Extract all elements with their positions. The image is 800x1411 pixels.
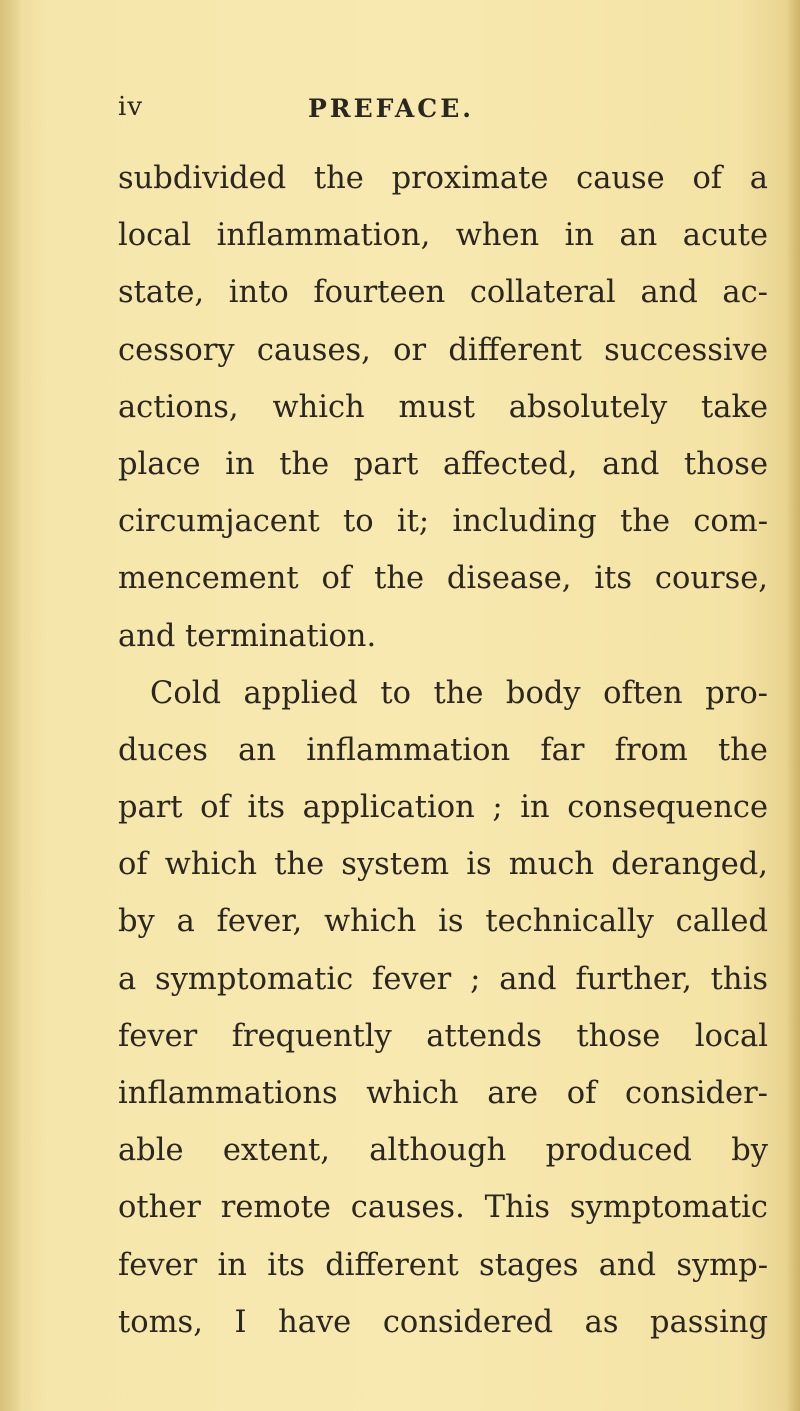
page-number: iv [118, 92, 144, 122]
text-line: state, into fourteen collateral and ac- [118, 275, 768, 311]
text-line: fever in its different stages and symp- [118, 1247, 768, 1283]
text-line: toms, I have considered as passing [118, 1304, 768, 1340]
text-line: cessory causes, or different successive [118, 332, 768, 368]
page-edge-shadow [786, 0, 800, 1411]
text-line: actions, which must absolutely take [118, 389, 768, 425]
text-line: subdivided the proximate cause of a [118, 161, 768, 196]
page-title: PREFACE. [308, 94, 474, 123]
text-line: place in the part affected, and those [118, 446, 768, 482]
text-line: part of its application ; in consequence [118, 790, 768, 826]
text-line: duces an inflammation far from the [118, 732, 768, 768]
text-line: by a fever, which is technically called [118, 904, 768, 940]
text-line: and termination. [118, 618, 377, 654]
running-head [118, 92, 758, 132]
paragraph-start-line: Cold applied to the body often pro- [150, 675, 768, 711]
text-line: of which the system is much deranged, [118, 847, 768, 883]
page-gutter-shadow [0, 0, 22, 1411]
text-line: local inflammation, when in an acute [118, 218, 768, 254]
body-text [118, 150, 768, 1351]
text-line: circumjacent to it; including the com- [118, 504, 768, 540]
text-line: a symptomatic fever ; and further, this [118, 961, 768, 997]
text-line: inflammations which are of consider- [118, 1076, 768, 1111]
text-line: mencement of the disease, its course, [118, 561, 768, 597]
text-line: able extent, although produced by [118, 1133, 768, 1169]
text-line: fever frequently attends those local [118, 1018, 768, 1054]
text-line: other remote causes. This symptomatic [118, 1190, 768, 1226]
